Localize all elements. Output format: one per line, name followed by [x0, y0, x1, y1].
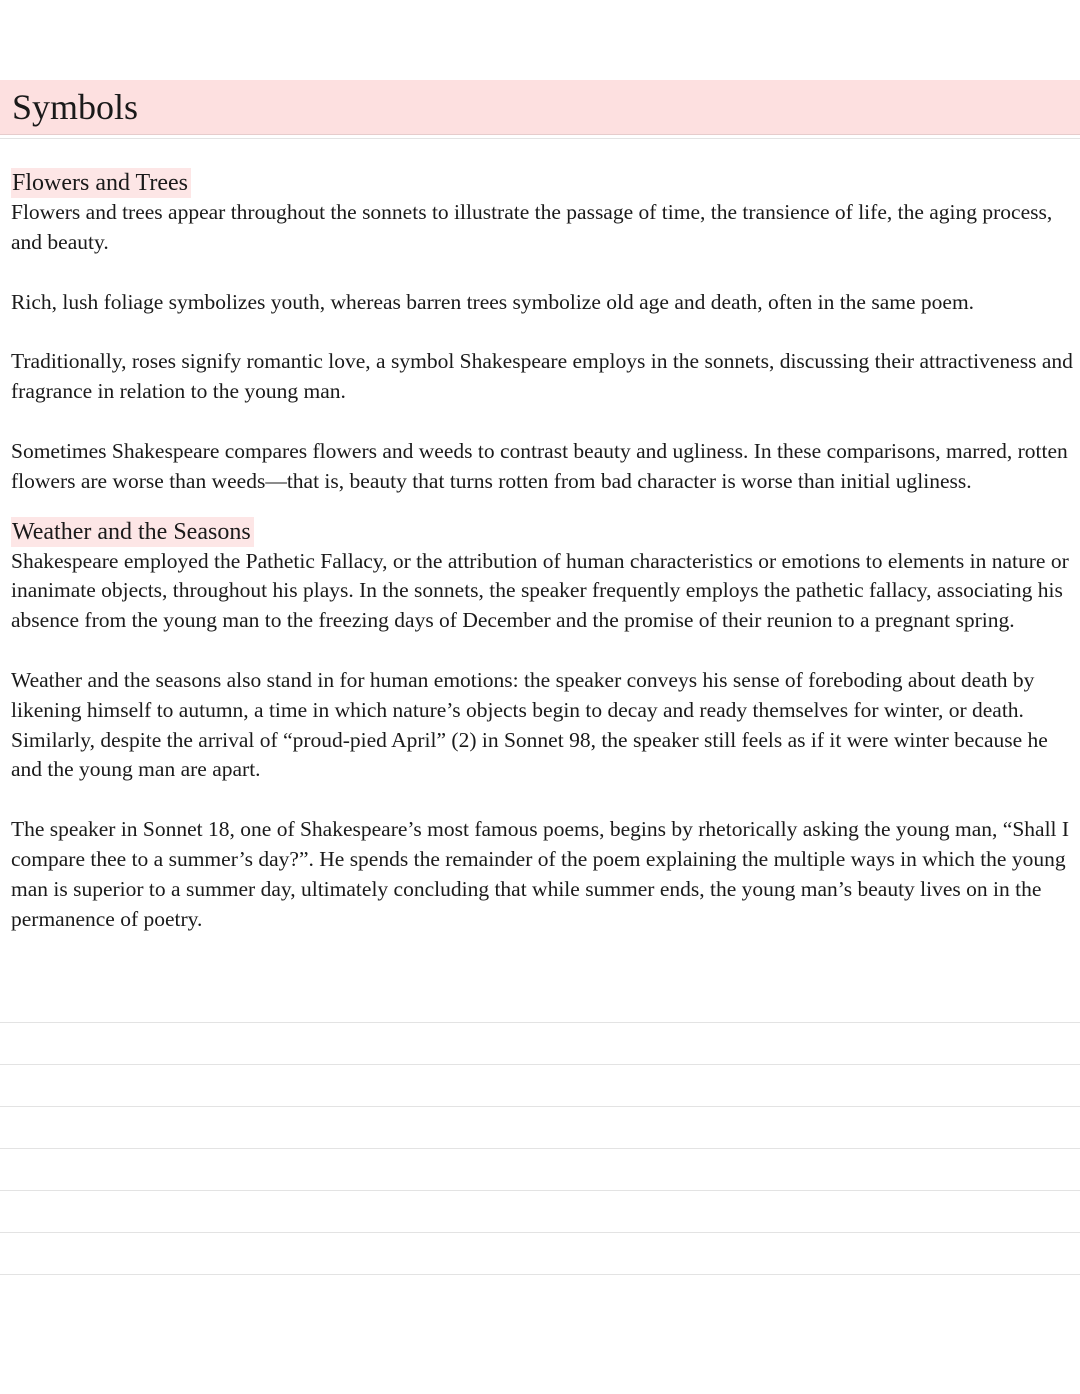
ruled-line	[0, 1064, 1080, 1065]
section-heading: Flowers and Trees	[11, 168, 191, 198]
ruled-line	[0, 1274, 1080, 1275]
section-flowers-and-trees	[11, 168, 1073, 497]
ruled-line	[0, 1022, 1080, 1023]
paragraph: Traditionally, roses signify romantic love, a symbol Shakespeare employs in the sonnets, discussing their attractiveness and fragrance in relation to the young man.	[11, 349, 1073, 404]
paragraph: Rich, lush foliage symbolizes youth, whereas barren trees symbolize old age and death, often in the same poem.	[11, 289, 975, 314]
paragraph: Sometimes Shakespeare compares flowers and weeds to contrast beauty and ugliness. In these comparisons, marred, rotten flowers are worse than weeds—that is, beauty that turns rotten from bad character is worse than initial ugliness.	[11, 438, 1068, 493]
section-weather-and-seasons	[11, 517, 1073, 935]
ruled-line	[0, 1148, 1080, 1149]
paragraph: The speaker in Sonnet 18, one of Shakespeare’s most famous poems, begins by rhetorically asking the young man, “Shall I compare thee to a summer’s day?”. He spends the remainder of the poem explaining the multiple ways in which the young man is superior to a summer day, ultimately concluding that while summer ends, the young man’s beauty lives on in the permanence of poetry.	[11, 817, 1070, 931]
paragraph: Weather and the seasons also stand in for human emotions: the speaker conveys his sense of foreboding about death by likening himself to autumn, a time in which nature’s objects begin to decay and ready themselves for winter, or death. Similarly, despite the arrival of “proud-pied April” (2) in Sonnet 98, the speaker still feels as if it were winter because he and the young man are apart.	[11, 667, 1048, 782]
document-body	[11, 168, 1073, 934]
page-title: Symbols	[12, 87, 139, 127]
divider	[0, 138, 1080, 139]
title-band	[0, 80, 1080, 135]
ruled-line	[0, 1232, 1080, 1233]
ruled-line	[0, 1190, 1080, 1191]
ruled-line	[0, 1106, 1080, 1107]
paragraph: Flowers and trees appear throughout the sonnets to illustrate the passage of time, the transience of life, the aging process, and beauty.	[11, 200, 1053, 254]
section-heading: Weather and the Seasons	[11, 517, 254, 547]
paragraph: Shakespeare employed the Pathetic Fallacy, or the attribution of human characteristics or emotions to elements in nature or inanimate objects, throughout his plays. In the sonnets, the speaker frequently employs the pathetic fallacy, associating his absence from the young man to the freezing days of December and the promise of their reunion to a pregnant spring.	[11, 548, 1069, 633]
